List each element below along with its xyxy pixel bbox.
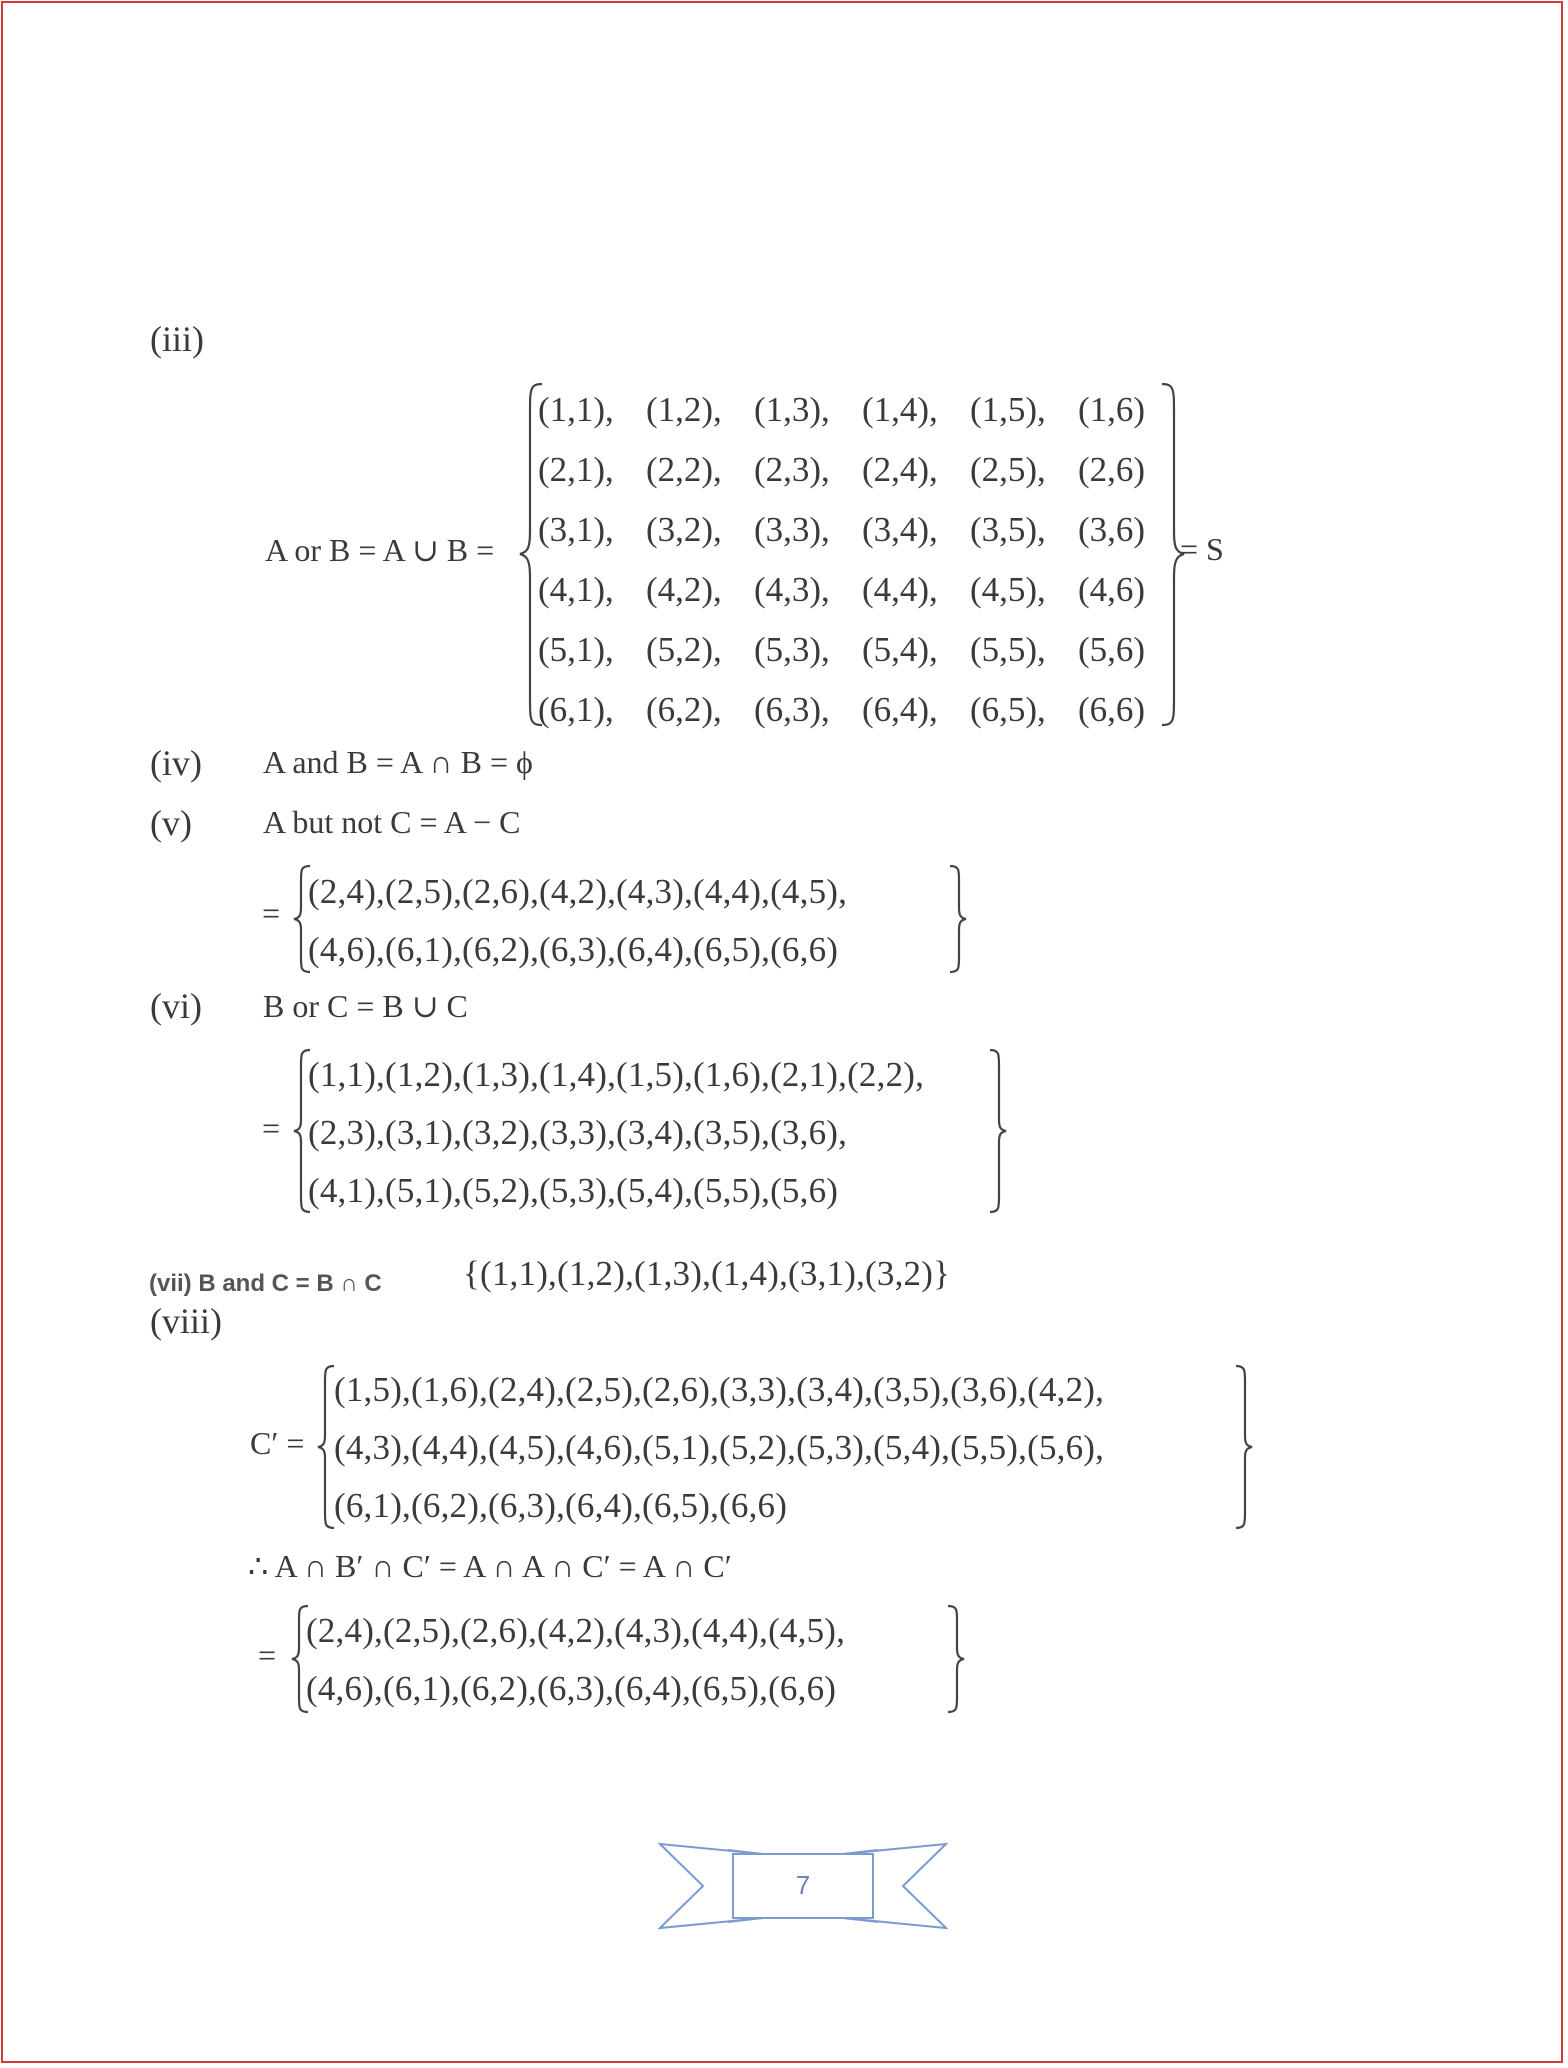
grid-row xyxy=(538,560,1186,620)
grid-cell: (3,3), xyxy=(754,510,830,549)
set-row: (6,1),(6,2),(6,3),(6,4),(6,5),(6,6) xyxy=(334,1486,788,1525)
grid-row xyxy=(538,680,1186,740)
equals-v: = xyxy=(262,895,281,931)
grid-cell: (5,4), xyxy=(862,630,938,669)
grid-cell: (5,2), xyxy=(646,630,722,669)
grid-cell: (6,2), xyxy=(646,690,722,729)
grid-cell: (5,5), xyxy=(970,630,1046,669)
grid-cell: (6,4), xyxy=(862,690,938,729)
set-row: (4,1),(5,1),(5,2),(5,3),(5,4),(5,5),(5,6) xyxy=(308,1171,839,1210)
a-minus-c: A but not C = A − C xyxy=(263,804,521,840)
grid-cell: (6,1), xyxy=(538,690,614,729)
set-row: (4,6),(6,1),(6,2),(6,3),(6,4),(6,5),(6,6) xyxy=(308,930,839,969)
grid-cell: (1,6) xyxy=(1078,390,1146,429)
right-brace-vi xyxy=(986,1048,1008,1214)
set-row: (2,4),(2,5),(2,6),(4,2),(4,3),(4,4),(4,5), xyxy=(306,1611,846,1650)
set-row: (4,6),(6,1),(6,2),(6,3),(6,4),(6,5),(6,6) xyxy=(306,1669,837,1708)
union-bc: B or C = B ∪ C xyxy=(263,988,468,1024)
c-complement-lhs: C′ = xyxy=(250,1425,305,1461)
grid-cell: (6,5), xyxy=(970,690,1046,729)
grid-cell: (6,3), xyxy=(754,690,830,729)
grid-cell: (3,5), xyxy=(970,510,1046,549)
grid-cell: (1,4), xyxy=(862,390,938,429)
union-ab-lhs: A or B = A ∪ B = xyxy=(265,532,495,568)
set-row: (2,4),(2,5),(2,6),(4,2),(4,3),(4,4),(4,5), xyxy=(308,872,848,911)
label-vi: (vi) xyxy=(150,986,202,1026)
page-frame xyxy=(1,1,1563,2063)
label-viii: (viii) xyxy=(150,1301,222,1341)
equals-vi: = xyxy=(262,1110,281,1146)
label-iv: (iv) xyxy=(150,743,202,783)
grid-cell: (3,2), xyxy=(646,510,722,549)
grid-cell: (1,5), xyxy=(970,390,1046,429)
therefore-line: ∴ A ∩ B′ ∩ C′ = A ∩ A ∩ C′ = A ∩ C′ xyxy=(248,1548,732,1584)
grid-cell: (2,4), xyxy=(862,450,938,489)
grid-cell: (1,2), xyxy=(646,390,722,429)
result-set xyxy=(306,1602,845,1718)
grid-cell: (2,6) xyxy=(1078,450,1146,489)
label-vii: (vii) B and C = B ∩ C xyxy=(149,1270,382,1297)
grid-cell: (5,3), xyxy=(754,630,830,669)
right-brace-v xyxy=(946,864,968,974)
intersection-bc-set: {(1,1),(1,2),(1,3),(1,4),(3,1),(3,2)} xyxy=(463,1254,951,1293)
label-iii: (iii) xyxy=(150,319,204,359)
intersection-ab: A and B = A ∩ B = ϕ xyxy=(263,744,533,780)
set-row: (4,3),(4,4),(4,5),(4,6),(5,1),(5,2),(5,3),(5,4),(5,5),(5,6), xyxy=(334,1428,1105,1467)
grid-cell: (1,1), xyxy=(538,390,614,429)
page-number: 7 xyxy=(795,1870,811,1900)
grid-cell: (2,2), xyxy=(646,450,722,489)
label-v: (v) xyxy=(150,803,192,843)
grid-cell: (1,3), xyxy=(754,390,830,429)
grid-cell: (2,1), xyxy=(538,450,614,489)
grid-cell: (4,2), xyxy=(646,570,722,609)
a-minus-c-set xyxy=(308,863,847,979)
union-bc-set xyxy=(308,1046,924,1220)
grid-cell: (4,4), xyxy=(862,570,938,609)
set-row: (1,5),(1,6),(2,4),(2,5),(2,6),(3,3),(3,4),(3,5),(3,6),(4,2), xyxy=(334,1370,1105,1409)
c-complement-set xyxy=(334,1361,1104,1535)
set-row: (1,1),(1,2),(1,3),(1,4),(1,5),(1,6),(2,1),(2,2), xyxy=(308,1055,925,1094)
grid-cell: (3,1), xyxy=(538,510,614,549)
right-brace-viii-result xyxy=(944,1604,966,1714)
grid-row xyxy=(538,440,1186,500)
grid-cell: (5,1), xyxy=(538,630,614,669)
union-ab-grid xyxy=(538,380,1186,740)
equals-viii: = xyxy=(258,1637,277,1673)
grid-row xyxy=(538,380,1186,440)
grid-cell: (4,3), xyxy=(754,570,830,609)
grid-cell: (2,5), xyxy=(970,450,1046,489)
grid-row xyxy=(538,500,1186,560)
grid-cell: (3,6) xyxy=(1078,510,1146,549)
equals-s: = S xyxy=(1180,531,1224,567)
grid-row xyxy=(538,620,1186,680)
grid-cell: (4,1), xyxy=(538,570,614,609)
right-brace-viii xyxy=(1232,1364,1254,1530)
grid-cell: (4,5), xyxy=(970,570,1046,609)
grid-cell: (5,6) xyxy=(1078,630,1146,669)
set-row: (2,3),(3,1),(3,2),(3,3),(3,4),(3,5),(3,6), xyxy=(308,1113,848,1152)
grid-cell: (6,6) xyxy=(1078,690,1146,729)
grid-cell: (2,3), xyxy=(754,450,830,489)
grid-cell: (3,4), xyxy=(862,510,938,549)
grid-cell: (4,6) xyxy=(1078,570,1146,609)
